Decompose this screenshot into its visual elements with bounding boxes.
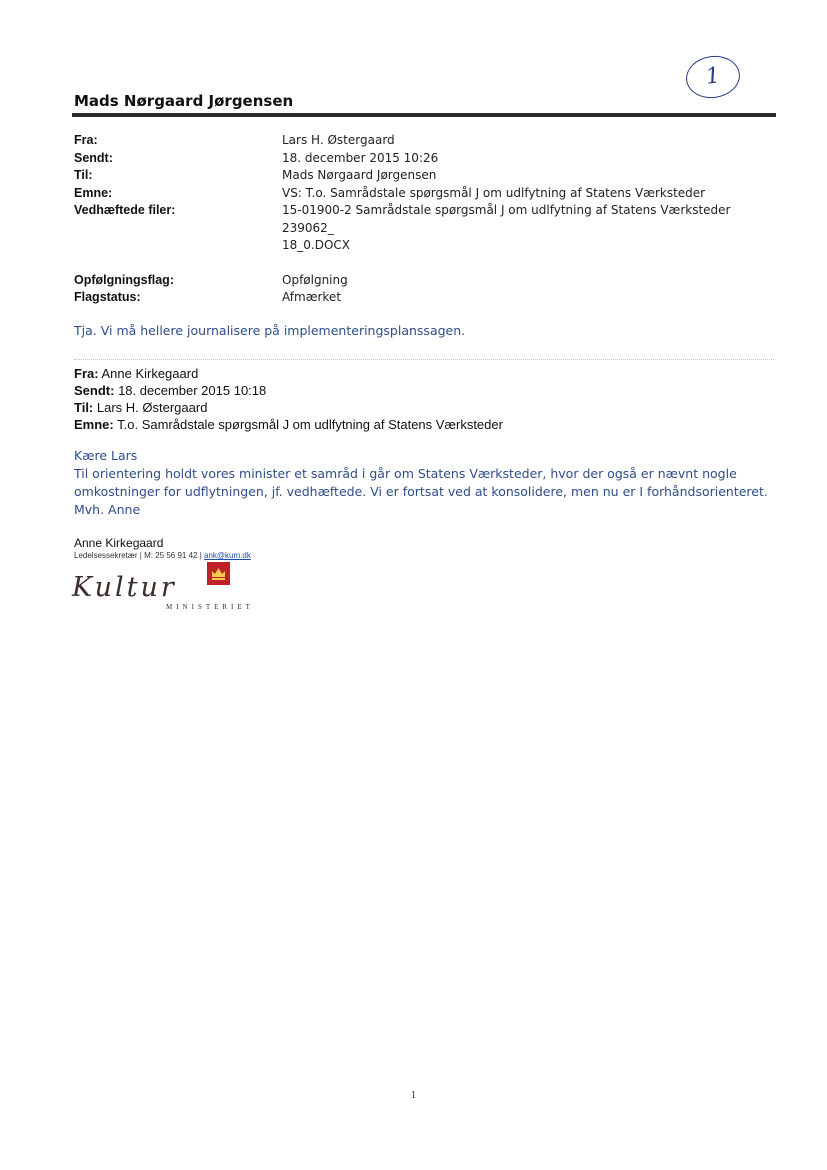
fwd-to-row [74, 399, 503, 416]
sent-label: Sendt: [74, 150, 113, 165]
signature-contact [74, 551, 251, 560]
message-separator [74, 359, 774, 361]
from-label: Fra: [74, 133, 98, 147]
signature-role-phone: Ledelsessekretær | M: 25 56 91 42 | [74, 551, 205, 560]
fwd-subject-value: T.o. Samrådstale spørgsmål J om udlfytning af Statens Værksteder [117, 417, 503, 432]
fwd-sent-value: 18. december 2015 10:18 [118, 383, 267, 398]
body-line-2: omkostninger for udflytningen, jf. vedhæftede. Vi er fortsat ved at konsolidere, men nu er I forhåndsorienteret. [74, 484, 768, 499]
fwd-from-value: Anne Kirkegaard [101, 366, 199, 381]
spacer [282, 255, 784, 272]
fwd-sent-label: Sendt: [74, 383, 115, 398]
message-body [74, 447, 774, 519]
fwd-from-row [74, 365, 503, 382]
signature-name: Anne Kirkegaard [74, 536, 164, 550]
mailbox-owner-name: Mads Nørgaard Jørgensen [74, 92, 294, 110]
fwd-to-value: Lars H. Østergaard [96, 400, 208, 415]
fwd-subject-label: Emne: [74, 417, 114, 432]
subject-label: Emne: [74, 185, 113, 200]
to-value: Mads Nørgaard Jørgensen [282, 168, 437, 182]
fwd-sent-row [74, 382, 503, 399]
flag-status-value: Afmærket [282, 290, 342, 304]
ministry-logo-word: Kultur [72, 572, 177, 603]
closing: Mvh. Anne [74, 502, 141, 517]
greeting: Kære Lars [74, 448, 138, 463]
crown-icon [207, 562, 230, 585]
subject-value: VS: T.o. Samrådstale spørgsmål J om udlfytning af Statens Værksteder [282, 185, 706, 200]
attachment-line-2: 18_0.DOCX [282, 238, 351, 252]
fwd-to-label: Til: [74, 400, 94, 415]
ministry-logo-subtitle: MINISTERIET [166, 603, 254, 611]
attachment-line-1: 15-01900-2 Samrådstale spørgsmål J om udlfytning af Statens Værksteder 239062_ [282, 203, 731, 235]
header-rule [72, 113, 776, 117]
page-number: 1 [411, 1090, 416, 1101]
from-value: Lars H. Østergaard [282, 133, 395, 147]
email-header-fields [74, 132, 784, 307]
flag-status-label: Flagstatus: [74, 290, 141, 304]
signature-email-link[interactable]: ank@kum.dk [204, 551, 251, 560]
flag-label: Opfølgningsflag: [74, 272, 174, 287]
reply-text: Tja. Vi må hellere journalisere på implementeringsplanssagen. [74, 323, 466, 338]
attachments-value [282, 202, 784, 255]
attachments-label: Vedhæftede filer: [74, 203, 176, 217]
spacer [74, 255, 282, 272]
handwritten-page-number: 1 [683, 52, 742, 101]
fwd-from-label: Fra: [74, 366, 99, 381]
flag-value: Opfølgning [282, 272, 348, 287]
forwarded-header [74, 365, 503, 433]
body-line-1: Til orientering holdt vores minister et samråd i går om Statens Værksteder, hvor der også er nævnt nogle [74, 466, 737, 481]
to-label: Til: [74, 168, 93, 182]
sent-value: 18. december 2015 10:26 [282, 150, 439, 165]
fwd-subject-row [74, 416, 503, 433]
